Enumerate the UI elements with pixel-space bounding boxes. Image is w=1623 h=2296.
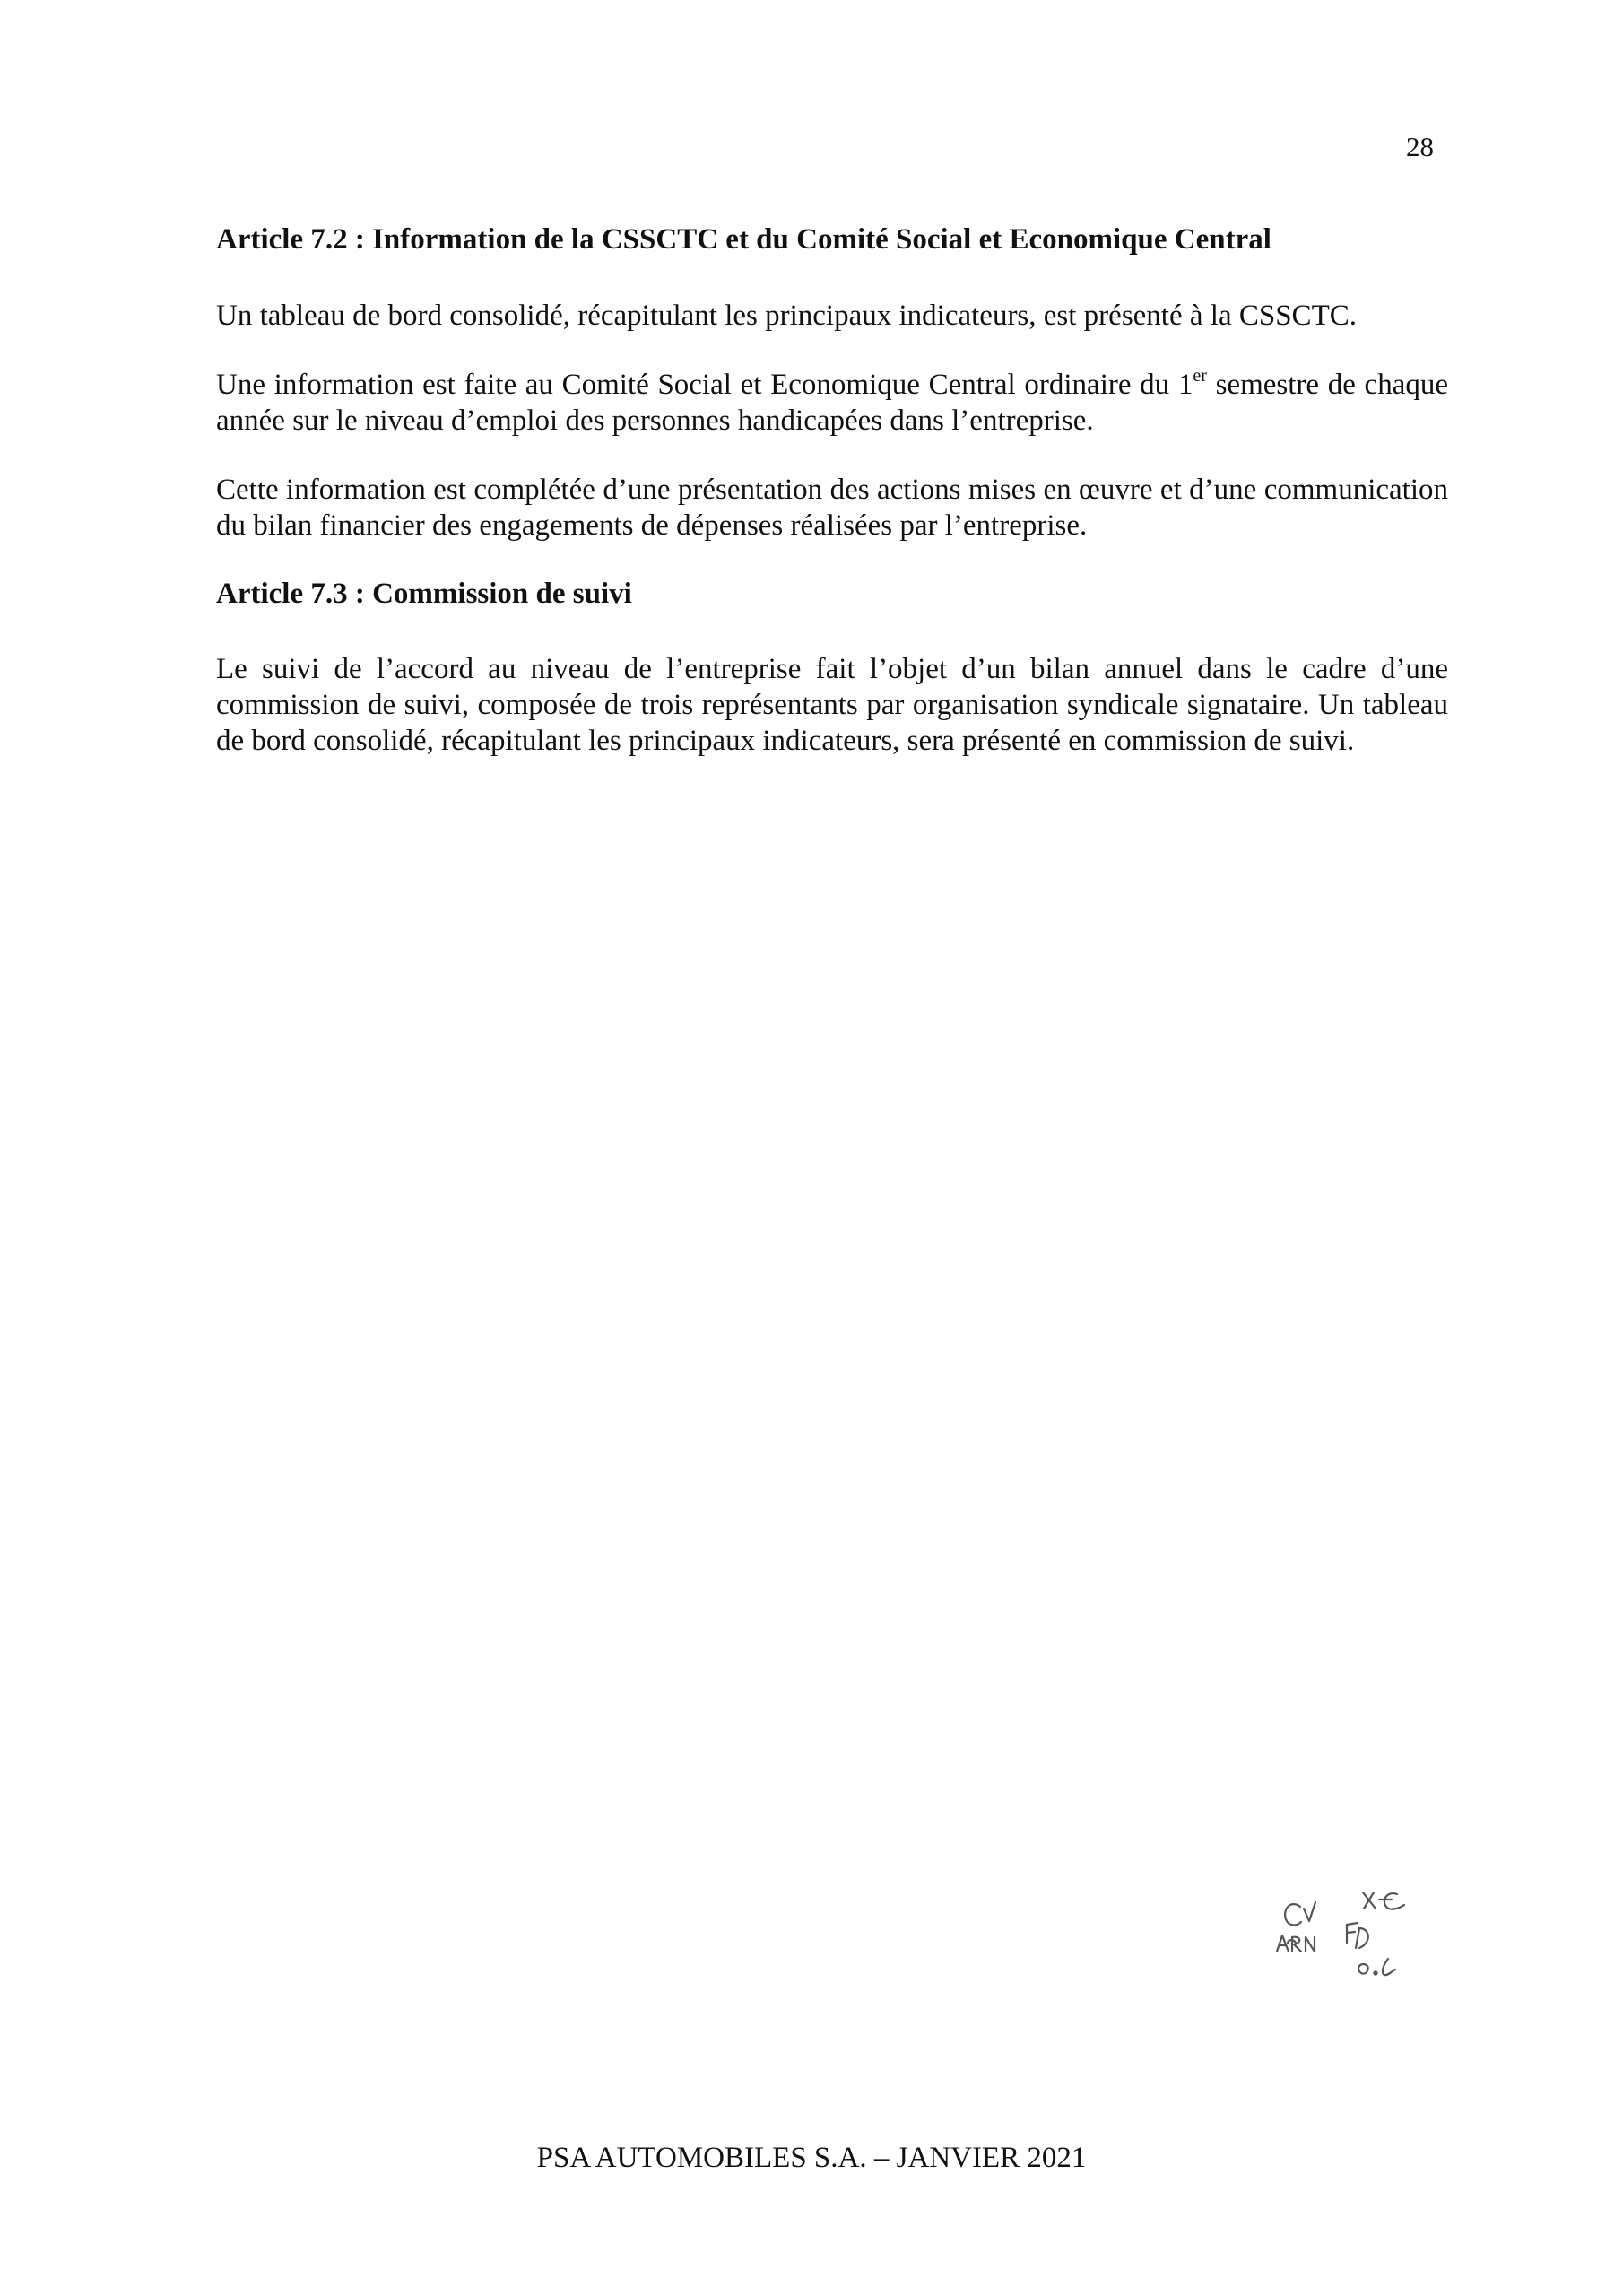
article-7-2-heading: Article 7.2 : Information de la CSSCTC et du Comité Social et Economique Central bbox=[216, 223, 1271, 256]
article-7-2-paragraph-1: Un tableau de bord consolidé, récapitulant les principaux indicateurs, est présenté à la CSSCTC. bbox=[216, 299, 1357, 332]
page-number: 28 bbox=[1406, 131, 1434, 162]
ordinal-superscript: er bbox=[1193, 365, 1207, 386]
article-7-2-paragraph-2 bbox=[216, 367, 1448, 439]
article-7-3-heading: Article 7.3 : Commission de suivi bbox=[216, 577, 632, 610]
article-7-2-paragraph-3: Cette information est complétée d’une présentation des actions mises en œuvre et d’une communication du bilan financier des engagements de dépenses réalisées par l’entreprise. bbox=[216, 473, 1448, 542]
document-body bbox=[216, 222, 1448, 792]
document-footer: PSA AUTOMOBILES S.A. – JANVIER 2021 bbox=[536, 2142, 1087, 2174]
paragraph-2-text-end: semestre de chaque année sur le niveau d’emploi des personnes handicapées dans l’entreprise. bbox=[216, 368, 1448, 437]
article-7-3-paragraph-1: Le suivi de l’accord au niveau de l’entreprise fait l’objet d’un bilan annuel dans le cadre d’une commission de suivi, composée de trois représentants par organisation syndicale signataire. Un tableau de bord consolidé, récapitulant les principaux indicateurs, sera présenté en commission de suivi. bbox=[216, 653, 1448, 758]
paragraph-2-text-start: Une information est faite au Comité Social et Economique Central ordinaire du 1 bbox=[216, 368, 1193, 401]
handwritten-initials bbox=[1273, 1873, 1435, 1998]
